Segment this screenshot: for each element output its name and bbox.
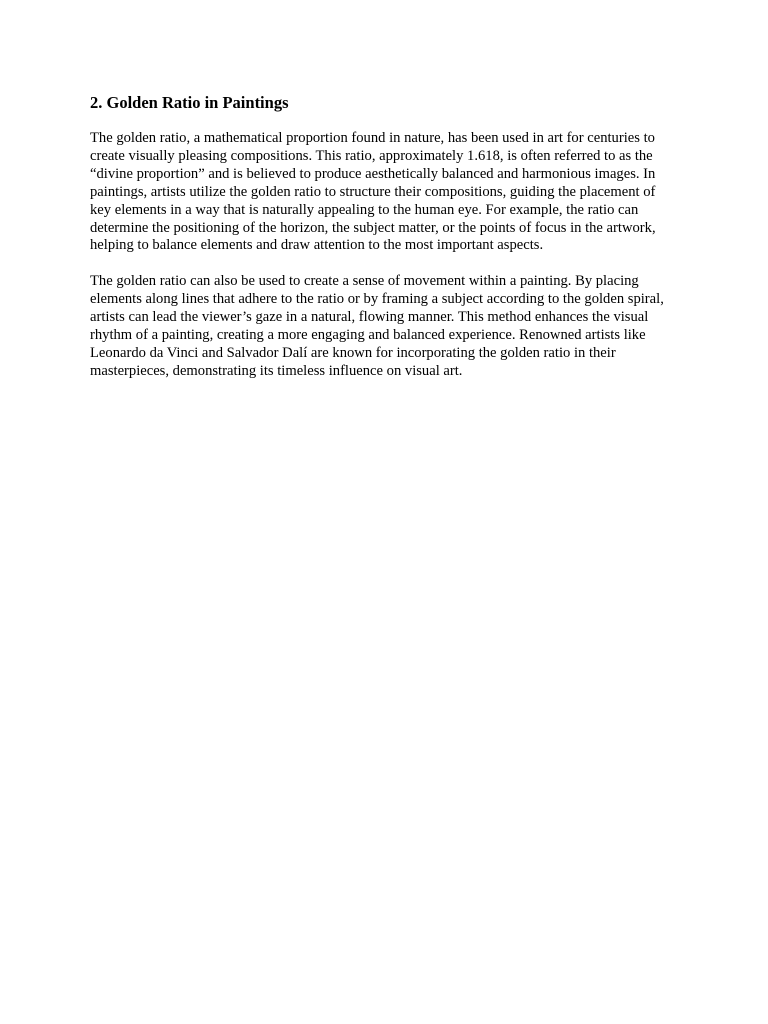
document-body <box>90 92 680 399</box>
paragraph-1: The golden ratio, a mathematical proportion found in nature, has been used in art for centuries to create visually pleasing compositions. This ratio, approximately 1.618, is often referred to as the “divine proportion” and is believed to produce aesthetically balanced and harmonious images. In paintings, artists utilize the golden ratio to structure their compositions, guiding the placement of key elements in a way that is naturally appealing to the human eye. For example, the ratio can determine the positioning of the horizon, the subject matter, or the points of focus in the artwork, helping to balance elements and draw attention to the most important aspects. <box>90 130 656 254</box>
section-heading: 2. Golden Ratio in Paintings <box>90 93 289 112</box>
paragraph-2: The golden ratio can also be used to create a sense of movement within a painting. By placing elements along lines that adhere to the ratio or by framing a subject according to the golden spiral, artists can lead the viewer’s gaze in a natural, flowing manner. This method enhances the visual rhythm of a painting, creating a more engaging and balanced experience. Renowned artists like Leonardo da Vinci and Salvador Dalí are known for incorporating the golden ratio in their masterpieces, demonstrating its timeless influence on visual art. <box>90 273 664 379</box>
